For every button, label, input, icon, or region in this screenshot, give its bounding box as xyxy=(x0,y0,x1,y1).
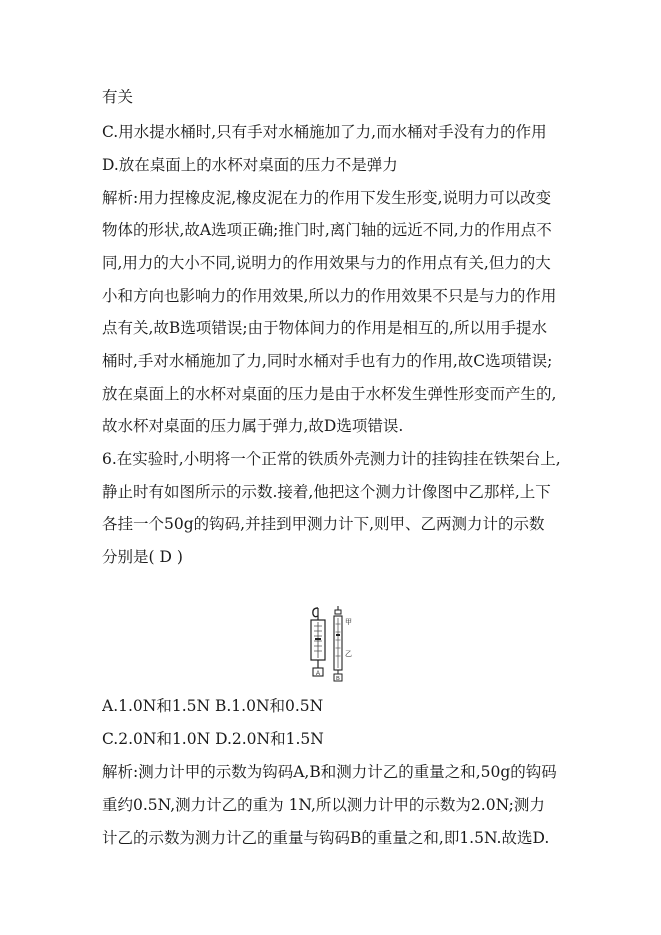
option-line: A.1.0N和1.5N B.1.0N和0.5N xyxy=(102,697,324,715)
text-line: 同,用力的大小不同,说明力的作用效果与力的作用点有关,但力的大 xyxy=(102,254,551,272)
text-line: 静止时有如图所示的示数.接着,他把这个测力计像图中乙那样,上下 xyxy=(102,483,551,501)
answer-line: 分别是( D ) xyxy=(102,548,183,566)
text-line: 故水杯对桌面的压力属于弹力,故D选项错误. xyxy=(102,417,404,435)
scale-yi-label: 乙 xyxy=(345,650,352,658)
weight-b-label: B xyxy=(336,676,340,682)
text-line: 点有关,故B选项错误;由于物体间力的作用是相互的,所以用手提水 xyxy=(102,319,547,337)
spring-scale-figure xyxy=(296,604,366,684)
text-line: 各挂一个50g的钩码,并挂到甲测力计下,则甲、乙两测力计的示数 xyxy=(102,515,545,533)
scale-jia-label: 甲 xyxy=(345,618,352,626)
spring-scale-diagram xyxy=(296,604,366,684)
text-line: 桶时,手对水桶施加了力,同时水桶对手也有力的作用,故C选项错误; xyxy=(102,352,553,370)
question-6-line: 6.在实验时,小明将一个正常的铁质外壳测力计的挂钩挂在铁架台上, xyxy=(102,450,561,468)
text-line: 小和方向也影响力的作用效果,所以力的作用效果不只是与力的作用 xyxy=(102,287,557,305)
text-line: C.用水提水桶时,只有手对水桶施加了力,而水桶对手没有力的作用 xyxy=(102,123,547,141)
option-line: C.2.0N和1.0N D.2.0N和1.5N xyxy=(102,730,324,748)
text-line: 有关 xyxy=(102,88,134,106)
text-line: 解析:测力计甲的示数为钩码A,B和测力计乙的重量之和,50g的钩码 xyxy=(102,763,557,781)
text-line: 物体的形状,故A选项正确;推门时,离门轴的远近不同,力的作用点不 xyxy=(102,221,552,239)
text-line: 解析:用力捏橡皮泥,橡皮泥在力的作用下发生形变,说明力可以改变 xyxy=(102,189,552,207)
text-line: 重约0.5N,测力计乙的重为 1N,所以测力计甲的示数为2.0N;测力 xyxy=(102,796,545,814)
text-line: 计乙的示数为测力计乙的重量与钩码B的重量之和,即1.5N.故选D. xyxy=(102,829,550,847)
text-line: 放在桌面上的水杯对桌面的压力是由于水杯发生弹性形变而产生的, xyxy=(102,385,557,403)
text-line: D.放在桌面上的水杯对桌面的压力不是弹力 xyxy=(102,156,398,174)
weight-a-label: A xyxy=(315,671,321,677)
